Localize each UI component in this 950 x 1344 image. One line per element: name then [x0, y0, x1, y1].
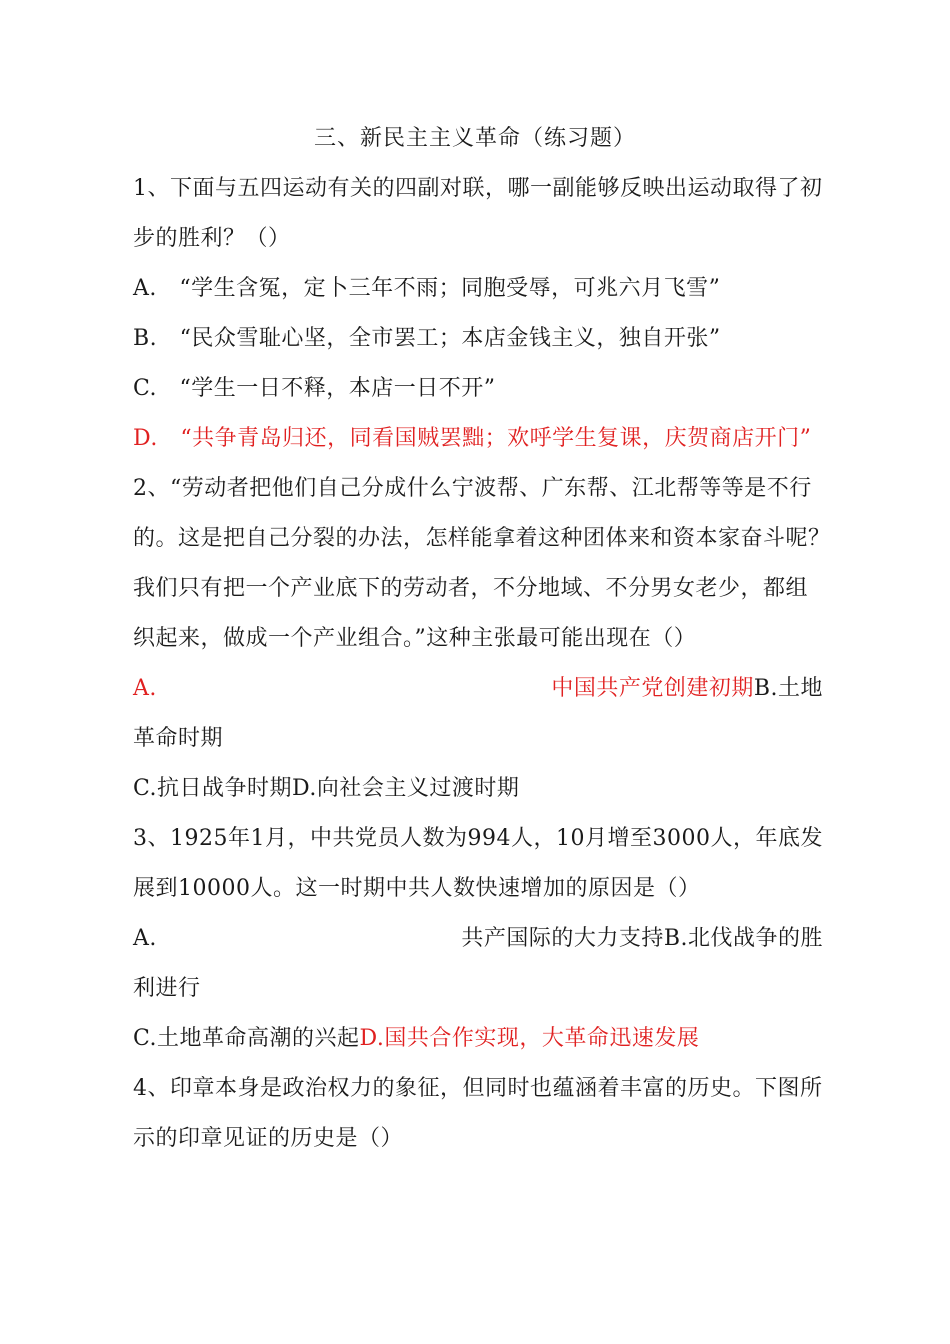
question-3-option-c: C.土地革命高潮的兴起	[133, 1026, 360, 1051]
question-3-options-cd	[133, 1024, 823, 1054]
question-1-text-cont: 步的胜利？（）	[133, 226, 291, 251]
question-3-option-a-label: A.	[133, 926, 157, 951]
question-3-text-cont: 展到10000人。这一时期中共人数快速增加的原因是（）	[133, 876, 701, 901]
question-2-option-b-cont: 革命时期	[133, 726, 224, 751]
question-3-option-b-cont: 利进行	[133, 976, 201, 1001]
question-4-text: 4、印章本身是政治权力的象征，但同时也蕴涵着丰富的历史。下图所	[133, 1076, 823, 1101]
question-2-option-a-label: A.	[133, 676, 157, 701]
question-3-option-b: B.北伐战争的胜	[663, 926, 823, 951]
question-2-text: 2、“劳动者把他们自己分成什么宁波帮、广东帮、江北帮等等是不行	[133, 476, 812, 501]
question-2-text-cont-2: 我们只有把一个产业底下的劳动者，不分地域、不分男女老少，都组	[133, 576, 809, 601]
question-2-options-cd: C.抗日战争时期D.向社会主义过渡时期	[133, 776, 520, 801]
question-2-option-ab-right	[551, 674, 823, 704]
question-3-option-d-answer: D.国共合作实现，大革命迅速发展	[359, 1026, 700, 1051]
question-1-text: 1、下面与五四运动有关的四副对联，哪一副能够反映出运动取得了初	[133, 176, 823, 201]
question-1-option-d-answer: D. “共争青岛归还，同看国贼罢黜；欢呼学生复课，庆贺商店开门”	[133, 426, 812, 451]
question-2-option-a-answer: 中国共产党创建初期	[551, 676, 754, 701]
question-4-text-cont: 示的印章见证的历史是（）	[133, 1126, 404, 1151]
question-3-options-ab	[133, 924, 823, 954]
question-2-option-b: B.土地	[753, 676, 823, 701]
question-2-text-cont-3: 织起来，做成一个产业组合。”这种主张最可能出现在（）	[133, 626, 697, 651]
question-3-option-a: 共产国际的大力支持	[461, 926, 664, 951]
question-3-option-ab-right	[461, 924, 823, 954]
question-3-text: 3、1925年1月，中共党员人数为994人，10月增至3000人，年底发	[133, 826, 823, 851]
question-1-option-c: C. “学生一日不释，本店一日不开”	[133, 376, 496, 401]
question-2-text-cont-1: 的。这是把自己分裂的办法，怎样能拿着这种团体来和资本家奋斗呢？	[133, 526, 831, 551]
question-1-option-b: B. “民众雪耻心坚，全市罢工；本店金钱主义，独自开张”	[133, 326, 721, 351]
question-2-options-ab	[133, 674, 823, 704]
question-1-option-a: A. “学生含冤，定卜三年不雨；同胞受辱，可兆六月飞雪”	[133, 276, 721, 301]
page-title: 三、新民主主义革命（练习题）	[313, 126, 636, 151]
